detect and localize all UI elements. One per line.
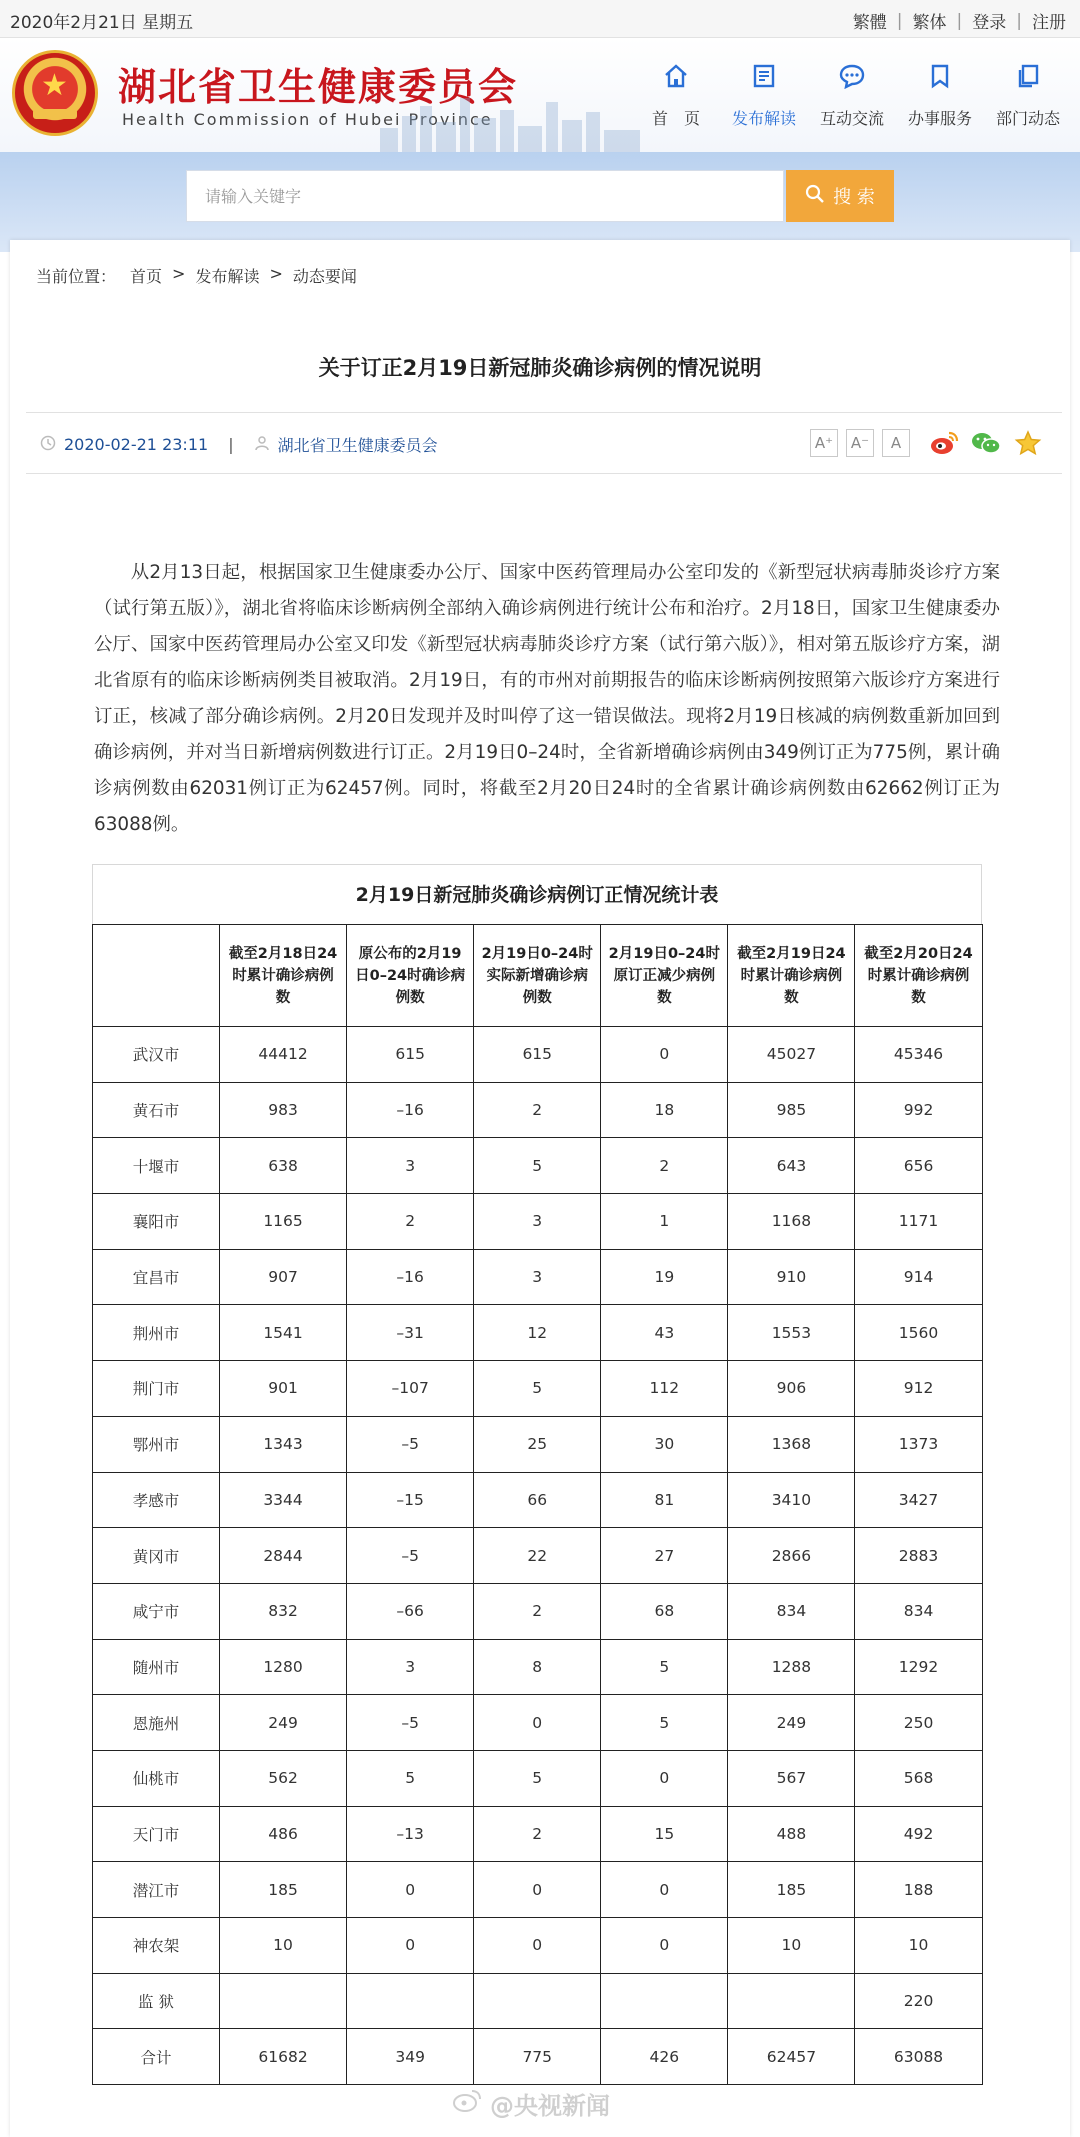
site-title[interactable]: 湖北省卫生健康委员会 bbox=[118, 65, 519, 109]
watermark-text: @央视新闻 bbox=[490, 2092, 610, 2120]
table-cell: 1553 bbox=[728, 1305, 855, 1361]
nav-release-interpretation-label: 发布解读 bbox=[731, 109, 796, 128]
nav-interaction[interactable] bbox=[808, 58, 896, 129]
table-cell: 12 bbox=[474, 1305, 601, 1361]
table-cell: 66 bbox=[474, 1472, 601, 1528]
article-datetime: 2020-02-21 23:11 bbox=[64, 435, 209, 454]
table-cell: 5 bbox=[474, 1750, 601, 1806]
article-meta-info bbox=[40, 433, 438, 456]
table-row-label: 武汉市 bbox=[93, 1027, 220, 1083]
table-body bbox=[93, 1027, 983, 2085]
table-cell: 1280 bbox=[220, 1639, 347, 1695]
article-source: 湖北省卫生健康委员会 bbox=[277, 436, 438, 455]
breadcrumb-prefix: 当前位置： bbox=[36, 267, 117, 286]
table-row-label: 十堰市 bbox=[93, 1138, 220, 1194]
stats-table-title: 2月19日新冠肺炎确诊病例订正情况统计表 bbox=[92, 864, 982, 924]
table-cell: 3 bbox=[347, 1138, 474, 1194]
table-cell: 0 bbox=[474, 1918, 601, 1974]
search-icon bbox=[805, 184, 825, 209]
table-row bbox=[93, 1138, 983, 1194]
table-cell: –5 bbox=[347, 1528, 474, 1584]
table-cell: 1560 bbox=[855, 1305, 982, 1361]
favorite-star-icon[interactable] bbox=[1012, 427, 1044, 459]
table-cell bbox=[601, 1973, 728, 2029]
table-cell: 567 bbox=[728, 1750, 855, 1806]
table-row bbox=[93, 1695, 983, 1751]
table-cell: 615 bbox=[474, 1027, 601, 1083]
table-cell: 81 bbox=[601, 1472, 728, 1528]
nav-interaction-label: 互动交流 bbox=[819, 109, 884, 128]
font-decrease-button[interactable]: A⁻ bbox=[846, 429, 874, 457]
table-cell: 1165 bbox=[220, 1194, 347, 1250]
table-cell: 3344 bbox=[220, 1472, 347, 1528]
table-cell bbox=[728, 1973, 855, 2029]
table-cell: 992 bbox=[855, 1082, 982, 1138]
table-cell: 5 bbox=[601, 1639, 728, 1695]
table-cell: 1373 bbox=[855, 1416, 982, 1472]
table-cell: 2 bbox=[601, 1138, 728, 1194]
table-cell: 2 bbox=[474, 1806, 601, 1862]
table-cell: 643 bbox=[728, 1138, 855, 1194]
table-row-label: 仙桃市 bbox=[93, 1750, 220, 1806]
table-cell: 63088 bbox=[855, 2029, 982, 2085]
table-cell: 912 bbox=[855, 1361, 982, 1417]
table-cell: 249 bbox=[728, 1695, 855, 1751]
table-cell: 3427 bbox=[855, 1472, 982, 1528]
font-increase-button[interactable]: A⁺ bbox=[810, 429, 838, 457]
table-row bbox=[93, 1249, 983, 1305]
table-cell: 5 bbox=[601, 1695, 728, 1751]
font-reset-button[interactable]: A bbox=[882, 429, 910, 457]
topbar-links bbox=[853, 8, 1066, 33]
table-cell: 492 bbox=[855, 1806, 982, 1862]
table-cell: 62457 bbox=[728, 2029, 855, 2085]
table-cell: –5 bbox=[347, 1695, 474, 1751]
table-cell: 0 bbox=[601, 1918, 728, 1974]
table-cell: 0 bbox=[347, 1918, 474, 1974]
table-cell: 249 bbox=[220, 1695, 347, 1751]
table-row bbox=[93, 1639, 983, 1695]
chat-icon bbox=[808, 58, 896, 94]
table-cell: 10 bbox=[220, 1918, 347, 1974]
table-cell: 2866 bbox=[728, 1528, 855, 1584]
table-cell: 0 bbox=[601, 1750, 728, 1806]
breadcrumb-home[interactable]: 首页 bbox=[130, 267, 163, 286]
stats-table bbox=[92, 924, 983, 2085]
table-cell: 985 bbox=[728, 1082, 855, 1138]
breadcrumb-separator: > bbox=[172, 264, 186, 283]
home-icon bbox=[632, 58, 720, 94]
table-row-label: 黄冈市 bbox=[93, 1528, 220, 1584]
table-header-cell: 2月19日0–24时实际新增确诊病例数 bbox=[474, 925, 601, 1027]
stats-table-container bbox=[92, 864, 982, 2085]
document-icon bbox=[720, 58, 808, 94]
table-cell: 775 bbox=[474, 2029, 601, 2085]
table-cell: 45346 bbox=[855, 1027, 982, 1083]
table-cell: 2883 bbox=[855, 1528, 982, 1584]
table-cell: 5 bbox=[347, 1750, 474, 1806]
table-row-label: 鄂州市 bbox=[93, 1416, 220, 1472]
table-cell: 2844 bbox=[220, 1528, 347, 1584]
table-cell: 3 bbox=[474, 1249, 601, 1305]
table-cell: 834 bbox=[855, 1583, 982, 1639]
table-cell: 18 bbox=[601, 1082, 728, 1138]
separator: | bbox=[896, 10, 903, 31]
table-cell: 906 bbox=[728, 1361, 855, 1417]
table-cell: 0 bbox=[601, 1862, 728, 1918]
weibo-watermark-icon bbox=[452, 2089, 482, 2119]
table-header-row bbox=[93, 925, 983, 1027]
table-cell: 983 bbox=[220, 1082, 347, 1138]
table-cell: 25 bbox=[474, 1416, 601, 1472]
table-cell: –66 bbox=[347, 1583, 474, 1639]
table-row-label: 荆州市 bbox=[93, 1305, 220, 1361]
top-utility-bar bbox=[0, 0, 1080, 38]
national-emblem-logo[interactable]: ★ bbox=[12, 50, 98, 136]
table-cell: 2 bbox=[347, 1194, 474, 1250]
table-cell: 43 bbox=[601, 1305, 728, 1361]
table-row-label: 潜江市 bbox=[93, 1862, 220, 1918]
separator: | bbox=[1016, 10, 1022, 31]
table-cell: 30 bbox=[601, 1416, 728, 1472]
separator: | bbox=[956, 10, 963, 31]
site-subtitle: Health Commission of Hubei Province bbox=[122, 110, 493, 129]
table-cell: 2 bbox=[474, 1082, 601, 1138]
table-cell bbox=[347, 1973, 474, 2029]
table-cell: 68 bbox=[601, 1583, 728, 1639]
table-row-label: 神农架 bbox=[93, 1918, 220, 1974]
table-cell: 1168 bbox=[728, 1194, 855, 1250]
article-title: 关于订正2月19日新冠肺炎确诊病例的情况说明 bbox=[318, 356, 762, 380]
table-header-cell: 原公布的2月19日0–24时确诊病例数 bbox=[347, 925, 474, 1027]
copy-icon bbox=[984, 58, 1072, 94]
search-button[interactable] bbox=[786, 170, 894, 222]
clock-icon bbox=[40, 435, 56, 455]
table-cell: 8 bbox=[474, 1639, 601, 1695]
article-body: 从2月13日起，根据国家卫生健康委办公厅、国家中医药管理局办公室印发的《新型冠状病毒肺炎诊疗方案（试行第五版）》，湖北省将临床诊断病例全部纳入确诊病例进行统计公布和治疗。2月18日，国家卫生健康委办公厅、国家中医药管理局办公室又印发《新型冠状病毒肺炎诊疗方案（试行第六版）》，相对第五版诊疗方案，湖北省原有的临床诊断病例类目被取消。2月19日，有的市州对前期报告的临床诊断病例按照第六版诊疗方案进行订正，核减了部分确诊病例。2月20日发现并及时叫停了这一错误做法。现将2月19日核减的病例数重新加回到确诊病例，并对当日新增病例数进行订正。2月19日0–24时，全省新增确诊病例由349例订正为775例，累计确诊病例数由62031例订正为62457例。同时，将截至2月20日24时的全省累计确诊病例数由62662例订正为63088例。 bbox=[94, 562, 1000, 835]
table-cell: 901 bbox=[220, 1361, 347, 1417]
table-row bbox=[93, 1416, 983, 1472]
link-register[interactable]: 注册 bbox=[1032, 13, 1066, 33]
table-row-label: 咸宁市 bbox=[93, 1583, 220, 1639]
table-header-cell: 截至2月19日24时累计确诊病例数 bbox=[728, 925, 855, 1027]
table-row bbox=[93, 1583, 983, 1639]
table-cell: 1 bbox=[601, 1194, 728, 1250]
table-cell: 112 bbox=[601, 1361, 728, 1417]
table-row bbox=[93, 1194, 983, 1250]
search-button-label: 搜 索 bbox=[833, 187, 875, 208]
table-cell: 562 bbox=[220, 1750, 347, 1806]
table-row bbox=[93, 1027, 983, 1083]
table-row bbox=[93, 1973, 983, 2029]
table-row bbox=[93, 1918, 983, 1974]
table-cell: 44412 bbox=[220, 1027, 347, 1083]
table-cell: –5 bbox=[347, 1416, 474, 1472]
table-cell: 486 bbox=[220, 1806, 347, 1862]
table-cell: 5 bbox=[474, 1361, 601, 1417]
table-cell: 0 bbox=[347, 1862, 474, 1918]
nav-home-label: 首 页 bbox=[651, 109, 700, 128]
separator: | bbox=[228, 435, 234, 454]
table-cell: 188 bbox=[855, 1862, 982, 1918]
table-header-cell: 截至2月18日24时累计确诊病例数 bbox=[220, 925, 347, 1027]
table-row-label: 荆门市 bbox=[93, 1361, 220, 1417]
table-row-label: 襄阳市 bbox=[93, 1194, 220, 1250]
table-row-label: 宜昌市 bbox=[93, 1249, 220, 1305]
table-cell: 568 bbox=[855, 1750, 982, 1806]
article-tools bbox=[810, 427, 1044, 459]
table-row bbox=[93, 1361, 983, 1417]
table-cell: 10 bbox=[728, 1918, 855, 1974]
table-cell: 15 bbox=[601, 1806, 728, 1862]
table-row-label: 监 狱 bbox=[93, 1973, 220, 2029]
table-row bbox=[93, 1472, 983, 1528]
main-nav bbox=[632, 58, 1072, 129]
table-row bbox=[93, 1082, 983, 1138]
table-header-cell: 截至2月20日24时累计确诊病例数 bbox=[855, 925, 982, 1027]
user-icon bbox=[254, 435, 270, 455]
table-cell: 2 bbox=[474, 1583, 601, 1639]
table-cell: 910 bbox=[728, 1249, 855, 1305]
table-cell: 0 bbox=[474, 1862, 601, 1918]
link-login[interactable]: 登录 bbox=[972, 13, 1007, 33]
table-cell: 834 bbox=[728, 1583, 855, 1639]
table-cell: 3 bbox=[347, 1639, 474, 1695]
table-cell bbox=[474, 1973, 601, 2029]
nav-home[interactable] bbox=[632, 58, 720, 129]
breadcrumb-separator: > bbox=[269, 264, 283, 283]
table-row bbox=[93, 2029, 983, 2085]
table-cell: 61682 bbox=[220, 2029, 347, 2085]
table-cell: 185 bbox=[220, 1862, 347, 1918]
table-row bbox=[93, 1528, 983, 1584]
table-cell: –16 bbox=[347, 1249, 474, 1305]
article-meta bbox=[26, 412, 1062, 474]
table-cell: 914 bbox=[855, 1249, 982, 1305]
nav-release-interpretation[interactable] bbox=[720, 58, 808, 129]
wechat-share-icon[interactable] bbox=[970, 427, 1002, 459]
table-cell: 220 bbox=[855, 1973, 982, 2029]
table-cell: –107 bbox=[347, 1361, 474, 1417]
table-cell: 1343 bbox=[220, 1416, 347, 1472]
table-cell: 638 bbox=[220, 1138, 347, 1194]
table-row-label: 天门市 bbox=[93, 1806, 220, 1862]
table-cell: 0 bbox=[474, 1695, 601, 1751]
table-row-label: 黄石市 bbox=[93, 1082, 220, 1138]
table-cell: –31 bbox=[347, 1305, 474, 1361]
table-cell: 1171 bbox=[855, 1194, 982, 1250]
nav-services[interactable] bbox=[896, 58, 984, 129]
table-header-cell bbox=[93, 925, 220, 1027]
table-cell: 615 bbox=[347, 1027, 474, 1083]
weibo-share-icon[interactable] bbox=[928, 427, 960, 459]
table-cell: 19 bbox=[601, 1249, 728, 1305]
table-cell: 349 bbox=[347, 2029, 474, 2085]
table-cell: –13 bbox=[347, 1806, 474, 1862]
table-cell: 488 bbox=[728, 1806, 855, 1862]
table-row bbox=[93, 1750, 983, 1806]
nav-department-news-label: 部门动态 bbox=[995, 109, 1060, 128]
table-cell: 426 bbox=[601, 2029, 728, 2085]
breadcrumb bbox=[36, 264, 357, 287]
breadcrumb-release[interactable]: 发布解读 bbox=[195, 267, 260, 286]
table-row bbox=[93, 1806, 983, 1862]
search-band bbox=[0, 152, 1080, 252]
table-cell: 3410 bbox=[728, 1472, 855, 1528]
nav-services-label: 办事服务 bbox=[907, 109, 972, 128]
table-cell: 1541 bbox=[220, 1305, 347, 1361]
current-date: 2020年2月21日 星期五 bbox=[10, 13, 194, 33]
table-cell: –15 bbox=[347, 1472, 474, 1528]
table-cell: 22 bbox=[474, 1528, 601, 1584]
table-cell bbox=[220, 1973, 347, 2029]
link-traditional-chinese[interactable]: 繁體 bbox=[852, 13, 887, 33]
table-cell: 0 bbox=[601, 1027, 728, 1083]
table-cell: 3 bbox=[474, 1194, 601, 1250]
nav-department-news[interactable] bbox=[984, 58, 1072, 129]
table-cell: 250 bbox=[855, 1695, 982, 1751]
table-cell: 10 bbox=[855, 1918, 982, 1974]
link-traditional-chinese-alt[interactable]: 繁体 bbox=[912, 13, 947, 33]
table-header-cell: 2月19日0–24时原订正减少病例数 bbox=[601, 925, 728, 1027]
table-cell: 5 bbox=[474, 1138, 601, 1194]
content-card bbox=[10, 240, 1070, 2137]
search-input[interactable]: 请输入关键字 bbox=[186, 170, 784, 222]
table-cell: 1292 bbox=[855, 1639, 982, 1695]
table-row-label: 随州市 bbox=[93, 1639, 220, 1695]
table-cell: 27 bbox=[601, 1528, 728, 1584]
table-row bbox=[93, 1305, 983, 1361]
skyline-decoration bbox=[380, 88, 640, 152]
table-cell: 45027 bbox=[728, 1027, 855, 1083]
table-cell: –16 bbox=[347, 1082, 474, 1138]
watermark bbox=[452, 2086, 610, 2121]
table-cell: 832 bbox=[220, 1583, 347, 1639]
table-cell: 907 bbox=[220, 1249, 347, 1305]
breadcrumb-news[interactable]: 动态要闻 bbox=[292, 267, 357, 286]
table-row-label: 恩施州 bbox=[93, 1695, 220, 1751]
bookmark-icon bbox=[896, 58, 984, 94]
table-row bbox=[93, 1862, 983, 1918]
table-row-label: 孝感市 bbox=[93, 1472, 220, 1528]
table-row-label: 合计 bbox=[93, 2029, 220, 2085]
table-cell: 1288 bbox=[728, 1639, 855, 1695]
site-header bbox=[0, 38, 1080, 152]
table-cell: 1368 bbox=[728, 1416, 855, 1472]
table-cell: 656 bbox=[855, 1138, 982, 1194]
table-cell: 185 bbox=[728, 1862, 855, 1918]
